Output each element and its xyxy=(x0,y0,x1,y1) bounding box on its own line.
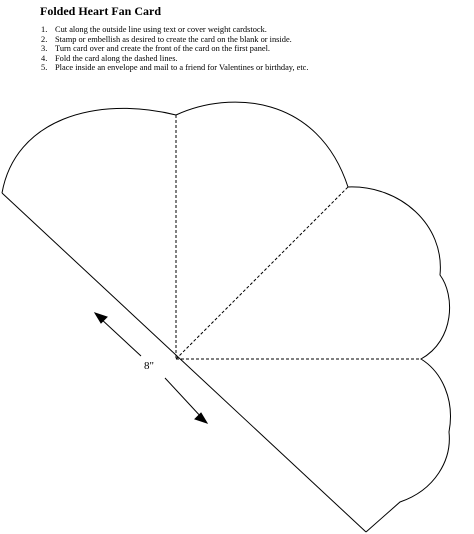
fold-line-diagonal xyxy=(176,187,348,359)
instruction-text: Turn card over and create the front of the card on the first panel. xyxy=(55,44,271,54)
instruction-number: 5. xyxy=(41,63,48,73)
arrowhead-up-icon xyxy=(95,313,107,323)
dimension-label: 8" xyxy=(144,360,154,372)
arrowhead-down-icon xyxy=(195,413,207,423)
instruction-text: Place inside an envelope and mail to a friend for Valentines or birthday, etc. xyxy=(55,63,309,73)
instruction-text: Stamp or embellish as desired to create the card on the blank or inside. xyxy=(55,34,292,44)
instruction-number: 1. xyxy=(41,25,48,34)
instruction-number: 3. xyxy=(41,44,48,54)
instruction-number: 4. xyxy=(41,53,48,63)
instruction-text: Cut along the outside line using text or cover weight cardstock. xyxy=(55,25,267,34)
cut-outline xyxy=(2,102,450,532)
cut-outline-diagonal xyxy=(2,193,366,532)
instruction-number: 2. xyxy=(41,34,48,44)
instruction-text: Fold the card along the dashed lines. xyxy=(55,53,178,63)
document-title: Folded Heart Fan Card xyxy=(40,4,161,18)
